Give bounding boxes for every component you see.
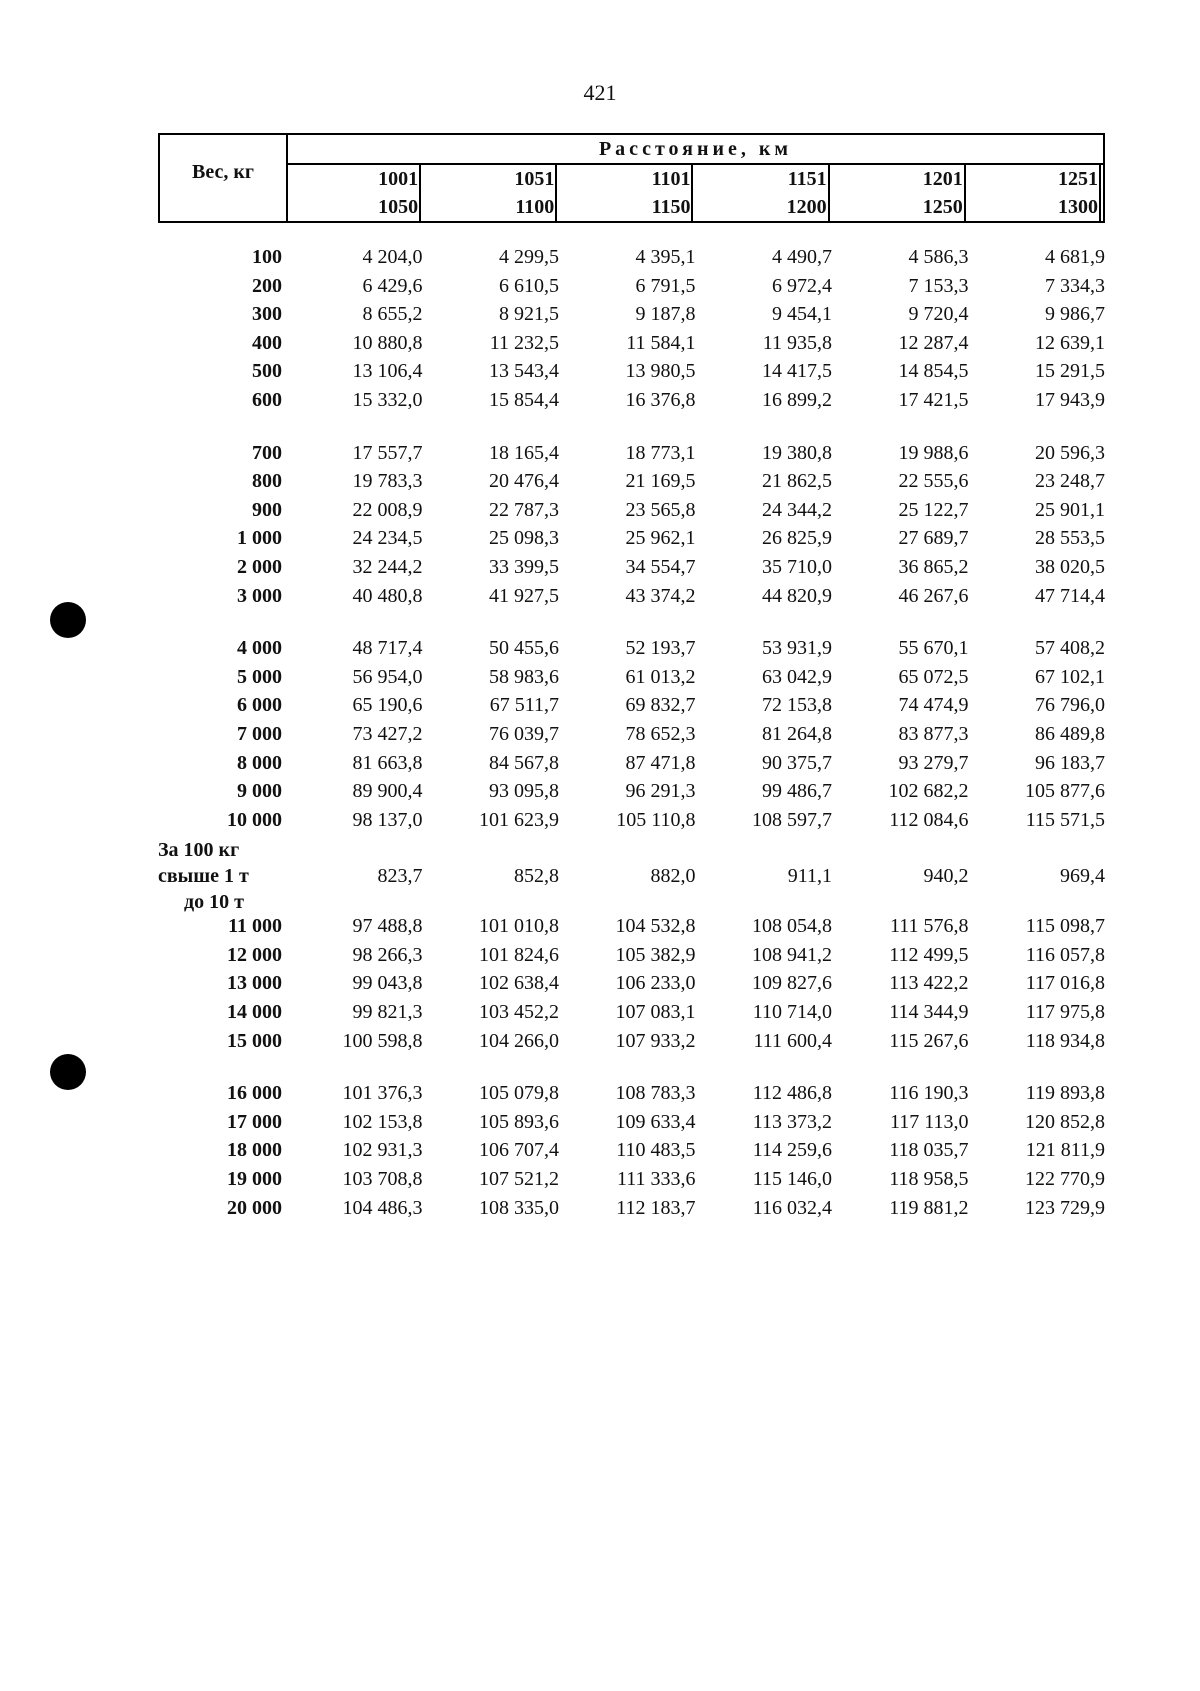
range-to-cell	[695, 193, 831, 222]
rate-cell: 21 862,5	[762, 470, 832, 493]
rate-cell: 114 344,9	[889, 1001, 969, 1024]
note-label-line: до 10 т	[184, 891, 244, 914]
range-to-cell	[423, 193, 559, 222]
rate-cell: 882,0	[650, 864, 696, 887]
rate-cell: 109 827,6	[752, 972, 832, 995]
rate-cell: 44 820,9	[762, 584, 832, 607]
distance-header: Расстояние, км	[287, 134, 1104, 164]
weight-cell: 9 000	[237, 780, 282, 803]
rate-cell: 116 032,4	[752, 1196, 832, 1219]
rate-cell: 101 010,8	[479, 915, 559, 938]
rate-cell: 115 571,5	[1025, 808, 1105, 831]
rate-cell: 911,1	[787, 864, 832, 887]
rate-cell: 108 335,0	[479, 1196, 559, 1219]
rate-cell: 112 084,6	[889, 808, 969, 831]
table-row	[158, 1168, 1105, 1197]
weight-cell: 900	[252, 498, 282, 521]
rate-cell: 106 707,4	[479, 1139, 559, 1162]
rate-cell: 38 020,5	[1035, 555, 1105, 578]
weight-cell: 2 000	[237, 555, 282, 578]
table-row	[158, 723, 1105, 752]
group-spacer	[158, 418, 1105, 442]
rate-cell: 103 452,2	[479, 1001, 559, 1024]
rate-cell: 99 821,3	[352, 1001, 423, 1024]
rate-cell: 78 652,3	[625, 722, 696, 745]
table-row	[158, 1001, 1105, 1030]
range-from-cell	[559, 164, 695, 193]
rate-cell: 25 122,7	[898, 498, 969, 521]
rate-cell: 114 259,6	[752, 1139, 832, 1162]
rate-cell: 100 598,8	[342, 1029, 423, 1052]
rate-cell: 9 720,4	[908, 303, 969, 326]
rate-cell: 32 244,2	[352, 555, 423, 578]
rate-cell: 112 486,8	[752, 1082, 832, 1105]
rate-cell: 81 663,8	[352, 751, 423, 774]
weight-column-header: Вес, кг	[159, 134, 287, 222]
rate-cell: 6 429,6	[362, 274, 423, 297]
rate-cell: 111 576,8	[889, 915, 969, 938]
rate-cell: 19 988,6	[898, 441, 969, 464]
weight-cell: 10 000	[227, 808, 282, 831]
rate-cell: 90 375,7	[762, 751, 832, 774]
rate-cell: 65 190,6	[352, 694, 423, 717]
rate-cell: 47 714,4	[1035, 584, 1105, 607]
range-to-value: 1200	[787, 193, 830, 221]
range-from-value: 1201	[923, 165, 966, 193]
rate-cell: 102 638,4	[479, 972, 559, 995]
rate-cell: 6 610,5	[499, 274, 559, 297]
range-from-cell	[423, 164, 559, 193]
rate-cell: 117 016,8	[1025, 972, 1105, 995]
table-row	[158, 442, 1105, 471]
rate-cell: 97 488,8	[352, 915, 423, 938]
rate-cell: 104 486,3	[342, 1196, 423, 1219]
rate-cell: 36 865,2	[898, 555, 969, 578]
rate-cell: 35 710,0	[762, 555, 832, 578]
rate-cell: 13 543,4	[489, 360, 559, 383]
rate-cell: 99 486,7	[762, 780, 832, 803]
rate-cell: 108 054,8	[752, 915, 832, 938]
rate-cell: 67 511,7	[489, 694, 559, 717]
rate-cell: 69 832,7	[625, 694, 696, 717]
rate-cell: 9 454,1	[772, 303, 832, 326]
rate-cell: 105 382,9	[615, 943, 696, 966]
range-to-cell	[968, 193, 1104, 222]
rate-cell: 21 169,5	[625, 470, 696, 493]
page-number: 421	[583, 80, 617, 105]
rate-cell: 15 332,0	[352, 388, 423, 411]
range-from-value: 1151	[788, 165, 830, 193]
rate-cell: 11 935,8	[762, 331, 832, 354]
table-row	[158, 972, 1105, 1001]
rate-cell: 108 941,2	[752, 943, 832, 966]
rate-cell: 9 187,8	[635, 303, 696, 326]
table-header	[158, 133, 1105, 223]
weight-cell: 700	[252, 441, 282, 464]
rate-cell: 109 633,4	[615, 1110, 696, 1133]
rate-cell: 7 153,3	[908, 274, 969, 297]
rate-cell: 57 408,2	[1035, 637, 1105, 660]
rate-cell: 50 455,6	[489, 637, 559, 660]
weight-cell: 200	[252, 274, 282, 297]
rate-cell: 28 553,5	[1035, 527, 1105, 550]
rate-cell: 15 854,4	[489, 388, 559, 411]
weight-cell: 600	[252, 388, 282, 411]
rate-table	[158, 246, 1105, 1225]
rate-cell: 67 102,1	[1035, 665, 1105, 688]
rate-cell: 76 039,7	[489, 722, 559, 745]
rate-cell: 27 689,7	[898, 527, 969, 550]
rate-cell: 11 232,5	[489, 331, 559, 354]
table-row	[158, 360, 1105, 389]
rate-cell: 65 072,5	[898, 665, 969, 688]
rate-cell: 73 427,2	[352, 722, 423, 745]
rate-cell: 22 555,6	[898, 470, 969, 493]
rate-cell: 105 079,8	[479, 1082, 559, 1105]
rate-cell: 23 248,7	[1035, 470, 1105, 493]
rate-cell: 115 098,7	[1025, 915, 1105, 938]
rate-cell: 41 927,5	[489, 584, 559, 607]
weight-cell: 11 000	[228, 915, 282, 938]
weight-cell: 300	[252, 303, 282, 326]
rate-cell: 43 374,2	[625, 584, 696, 607]
rate-cell: 112 499,5	[889, 943, 969, 966]
table-row	[158, 1082, 1105, 1111]
table-row	[158, 585, 1105, 614]
range-to-cell	[287, 193, 423, 222]
rate-cell: 99 043,8	[352, 972, 423, 995]
range-to-value: 1150	[652, 193, 694, 221]
rate-cell: 12 287,4	[898, 331, 969, 354]
rate-cell: 106 233,0	[615, 972, 696, 995]
rate-cell: 107 083,1	[615, 1001, 696, 1024]
rate-cell: 852,8	[514, 864, 559, 887]
note-label-line: свыше 1 т	[158, 865, 249, 888]
range-to-cell	[559, 193, 695, 222]
rate-cell: 108 783,3	[615, 1082, 696, 1105]
table-row	[158, 752, 1105, 781]
table-row	[158, 1030, 1105, 1059]
rate-cell: 19 783,3	[352, 470, 423, 493]
rate-cell: 74 474,9	[898, 694, 969, 717]
range-from-cell	[832, 164, 968, 193]
range-to-value: 1300	[1058, 193, 1101, 221]
table-row	[158, 1197, 1105, 1226]
rate-cell: 107 521,2	[479, 1168, 559, 1191]
rate-cell: 16 376,8	[625, 388, 696, 411]
range-to-cell	[832, 193, 968, 222]
rate-cell: 8 921,5	[499, 303, 559, 326]
rate-cell: 10 880,8	[352, 331, 423, 354]
weight-cell: 5 000	[237, 665, 282, 688]
weight-cell: 7 000	[237, 722, 282, 745]
table-row	[158, 389, 1105, 418]
note-label-line: За 100 кг	[158, 839, 240, 862]
weight-cell: 100	[252, 246, 282, 268]
rate-cell: 98 137,0	[352, 808, 423, 831]
rate-cell: 4 490,7	[772, 246, 832, 268]
range-from-cell	[695, 164, 831, 193]
table-row	[158, 332, 1105, 361]
table-row	[158, 470, 1105, 499]
rate-cell: 81 264,8	[762, 722, 832, 745]
weight-cell: 4 000	[237, 637, 282, 660]
table-row	[158, 1139, 1105, 1168]
table-row	[158, 303, 1105, 332]
range-to-value: 1250	[923, 193, 966, 221]
rate-cell: 8 655,2	[362, 303, 423, 326]
rate-cell: 19 380,8	[762, 441, 832, 464]
rate-cell: 105 877,6	[1025, 780, 1105, 803]
group-spacer	[158, 613, 1105, 637]
rate-cell: 61 013,2	[625, 665, 696, 688]
weight-cell: 800	[252, 470, 282, 493]
rate-cell: 104 266,0	[479, 1029, 559, 1052]
rate-cell: 7 334,3	[1045, 274, 1105, 297]
rate-cell: 9 986,7	[1045, 303, 1105, 326]
rate-cell: 87 471,8	[625, 751, 696, 774]
table-row	[158, 1111, 1105, 1140]
rate-cell: 119 881,2	[889, 1196, 969, 1219]
rate-cell: 104 532,8	[615, 915, 696, 938]
rate-cell: 93 279,7	[898, 751, 969, 774]
rate-cell: 4 681,9	[1045, 246, 1105, 268]
range-to-value: 1050	[378, 193, 421, 221]
rate-cell: 25 962,1	[625, 527, 696, 550]
rate-cell: 52 193,7	[625, 637, 696, 660]
range-from-cell	[968, 164, 1104, 193]
rate-cell: 118 035,7	[889, 1139, 969, 1162]
rate-cell: 6 791,5	[635, 274, 696, 297]
rate-cell: 105 893,6	[479, 1110, 559, 1133]
weight-cell: 500	[252, 360, 282, 383]
rate-cell: 6 972,4	[772, 274, 832, 297]
rate-cell: 76 796,0	[1035, 694, 1105, 717]
rate-cell: 23 565,8	[625, 498, 696, 521]
weight-cell: 13 000	[227, 972, 282, 995]
weight-cell: 14 000	[227, 1001, 282, 1024]
rate-cell: 12 639,1	[1035, 331, 1105, 354]
weight-cell: 16 000	[227, 1082, 282, 1105]
note-label	[158, 837, 286, 915]
rate-cell: 113 422,2	[889, 972, 969, 995]
table-row	[158, 944, 1105, 973]
rate-cell: 33 399,5	[489, 555, 559, 578]
rate-cell: 17 943,9	[1035, 388, 1105, 411]
range-to-value: 1100	[515, 193, 557, 221]
rate-cell: 18 165,4	[489, 441, 559, 464]
rate-cell: 107 933,2	[615, 1029, 696, 1052]
rate-cell: 16 899,2	[762, 388, 832, 411]
rate-cell: 117 975,8	[1025, 1001, 1105, 1024]
punch-hole-mark	[50, 602, 86, 638]
rate-cell: 14 854,5	[898, 360, 969, 383]
rate-cell: 111 333,6	[616, 1168, 696, 1191]
rate-cell: 4 586,3	[908, 246, 969, 268]
rate-cell: 20 596,3	[1035, 441, 1105, 464]
rate-cell: 20 476,4	[489, 470, 559, 493]
rate-cell: 11 584,1	[626, 331, 696, 354]
rate-cell: 102 931,3	[342, 1139, 423, 1162]
rate-cell: 101 376,3	[342, 1082, 423, 1105]
rate-cell: 103 708,8	[342, 1168, 423, 1191]
weight-cell: 400	[252, 331, 282, 354]
rate-cell: 98 266,3	[352, 943, 423, 966]
range-from-value: 1101	[652, 165, 694, 193]
rate-cell: 48 717,4	[352, 637, 423, 660]
rate-cell: 17 557,7	[352, 441, 423, 464]
rate-cell: 122 770,9	[1025, 1168, 1105, 1191]
rate-cell: 113 373,2	[752, 1110, 832, 1133]
rate-cell: 823,7	[377, 864, 423, 887]
rate-cell: 72 153,8	[762, 694, 832, 717]
weight-cell: 3 000	[237, 584, 282, 607]
rate-cell: 4 395,1	[635, 246, 696, 268]
weight-cell: 19 000	[227, 1168, 282, 1191]
rate-cell: 111 600,4	[753, 1029, 832, 1052]
range-from-value: 1001	[378, 165, 421, 193]
rate-cell: 25 098,3	[489, 527, 559, 550]
rate-cell: 26 825,9	[762, 527, 832, 550]
rate-cell: 115 267,6	[889, 1029, 969, 1052]
table-row	[158, 637, 1105, 666]
rate-cell: 4 299,5	[499, 246, 559, 268]
rate-cell: 86 489,8	[1035, 722, 1105, 745]
rate-cell: 53 931,9	[762, 637, 832, 660]
rate-cell: 22 008,9	[352, 498, 423, 521]
rate-cell: 18 773,1	[625, 441, 696, 464]
rate-cell: 93 095,8	[489, 780, 559, 803]
rate-cell: 940,2	[923, 864, 969, 887]
rate-cell: 34 554,7	[625, 555, 696, 578]
rate-cell: 55 670,1	[898, 637, 969, 660]
table-row	[158, 809, 1105, 838]
rate-cell: 22 787,3	[489, 498, 559, 521]
weight-cell: 17 000	[227, 1110, 282, 1133]
rate-cell: 120 852,8	[1025, 1110, 1105, 1133]
table-row	[158, 915, 1105, 944]
rate-cell: 89 900,4	[352, 780, 423, 803]
rate-cell: 118 934,8	[1025, 1029, 1105, 1052]
rate-cell: 101 824,6	[479, 943, 559, 966]
rate-cell: 969,4	[1060, 864, 1105, 887]
weight-cell: 8 000	[237, 751, 282, 774]
punch-hole-mark	[50, 1054, 86, 1090]
rate-cell: 13 980,5	[625, 360, 696, 383]
rate-cell: 118 958,5	[889, 1168, 969, 1191]
rate-cell: 15 291,5	[1035, 360, 1105, 383]
rate-cell: 56 954,0	[352, 665, 423, 688]
rate-cell: 101 623,9	[479, 808, 559, 831]
rate-cell: 58 983,6	[489, 665, 559, 688]
rate-cell: 112 183,7	[616, 1196, 696, 1219]
table-row	[158, 694, 1105, 723]
rate-cell: 102 153,8	[342, 1110, 423, 1133]
range-from-row	[159, 164, 1104, 193]
rate-cell: 96 183,7	[1035, 751, 1105, 774]
note-row	[158, 837, 1105, 915]
rate-cell: 4 204,0	[362, 246, 423, 268]
rate-cell: 24 234,5	[352, 527, 423, 550]
rate-cell: 116 190,3	[889, 1082, 969, 1105]
rate-cell: 110 714,0	[752, 1001, 832, 1024]
range-from-value: 1051	[514, 165, 557, 193]
table-row	[158, 246, 1105, 275]
range-to-row	[159, 193, 1104, 222]
table-row	[158, 275, 1105, 304]
table-row	[158, 666, 1105, 695]
rate-cell: 96 291,3	[625, 780, 696, 803]
rate-cell: 117 113,0	[889, 1110, 969, 1133]
rate-cell: 83 877,3	[898, 722, 969, 745]
table-row	[158, 556, 1105, 585]
weight-cell: 1 000	[237, 527, 282, 550]
range-from-cell	[287, 164, 423, 193]
range-from-value: 1251	[1058, 165, 1101, 193]
rate-cell: 25 901,1	[1035, 498, 1105, 521]
rate-cell: 13 106,4	[352, 360, 423, 383]
rate-cell: 119 893,8	[1025, 1082, 1105, 1105]
table-row	[158, 780, 1105, 809]
rate-cell: 102 682,2	[888, 780, 969, 803]
rate-cell: 108 597,7	[752, 808, 832, 831]
weight-cell: 20 000	[227, 1196, 282, 1219]
rate-cell: 121 811,9	[1025, 1139, 1105, 1162]
weight-cell: 15 000	[227, 1029, 282, 1052]
table-row	[158, 527, 1105, 556]
weight-cell: 6 000	[237, 694, 282, 717]
rate-cell: 105 110,8	[616, 808, 696, 831]
weight-cell: 12 000	[227, 943, 282, 966]
table-row	[158, 499, 1105, 528]
rate-cell: 115 146,0	[752, 1168, 832, 1191]
rate-cell: 116 057,8	[1025, 943, 1105, 966]
rate-cell: 84 567,8	[489, 751, 559, 774]
rate-cell: 17 421,5	[898, 388, 969, 411]
rate-cell: 14 417,5	[762, 360, 832, 383]
rate-cell: 46 267,6	[898, 584, 969, 607]
rate-cell: 24 344,2	[762, 498, 832, 521]
rate-cell: 63 042,9	[762, 665, 832, 688]
rate-cell: 123 729,9	[1025, 1196, 1105, 1219]
weight-cell: 18 000	[227, 1139, 282, 1162]
rate-cell: 40 480,8	[352, 584, 423, 607]
group-spacer	[158, 1058, 1105, 1082]
rate-cell: 110 483,5	[616, 1139, 696, 1162]
